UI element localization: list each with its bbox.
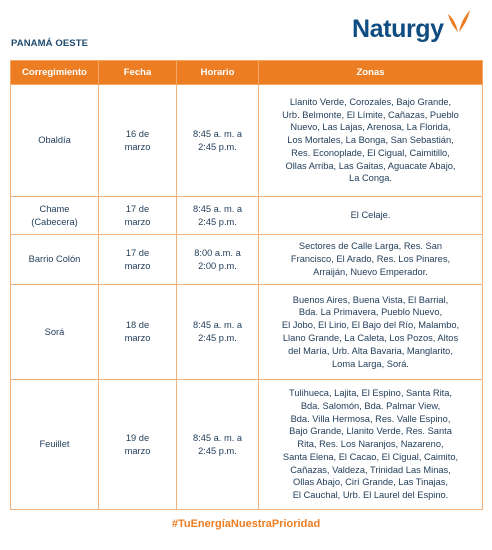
column-header: Horario (177, 61, 259, 85)
cell-line: 8:45 a. m. a (192, 432, 243, 443)
cell-line: 8:45 a. m. a (192, 320, 243, 331)
fecha-cell (99, 235, 177, 285)
cell-line: 2:45 p.m. (198, 445, 237, 456)
cell-line: marzo (124, 260, 151, 271)
horario-cell (177, 380, 259, 510)
corregimiento-cell (11, 197, 99, 235)
cell-line: 8:00 a.m. a (194, 247, 241, 258)
column-header: Corregimiento (11, 61, 99, 85)
column-header: Fecha (99, 61, 177, 85)
cell-line: marzo (124, 216, 151, 227)
cell-line: Rita, Res. Los Naranjos, Nazareno, (297, 439, 444, 450)
cell-line: El Jobo, El Lirio, El Bajo del Río, Malambo, (281, 320, 460, 331)
butterfly-logo-icon (445, 9, 473, 35)
cell-line: Cañazas, Valdeza, Trinidad Las Minas, (290, 464, 451, 475)
fecha-cell (99, 380, 177, 510)
zonas-cell (259, 197, 483, 235)
cell-line: Llano Grande, La Caleta, Los Pozos, Altos (282, 333, 459, 343)
cell-line: 2:45 p.m. (198, 141, 237, 152)
table-row (11, 235, 483, 285)
corregimiento-cell (11, 85, 99, 197)
table-row (11, 85, 483, 197)
fecha-cell (99, 85, 177, 197)
cell-line: 17 de (125, 203, 150, 214)
cell-line: Bda. Villa Hermosa, Res. Valle Espino, (290, 413, 451, 424)
region-title: PANAMÁ OESTE (11, 38, 89, 49)
cell-line: Sectores de Calle Larga, Res. San (298, 241, 443, 252)
cell-line: Ollas Arriba, Las Gaitas, Aguacate Abajo, (285, 160, 456, 171)
fecha-cell (99, 285, 177, 380)
cell-line: Tulihueca, Lajita, El Espino, Santa Rita, (289, 387, 452, 398)
cell-line: 8:45 a. m. a (192, 203, 243, 214)
cell-line: Santa Elena, El Cacao, El Cigual, Caimito, (282, 451, 459, 462)
corregimiento-cell (11, 235, 99, 285)
cell-line: 18 de (125, 320, 150, 331)
cell-line: 17 de (125, 247, 150, 258)
cell-line: 2:45 p.m. (198, 333, 237, 343)
cell-line: Barrio Colón (28, 254, 81, 265)
naturgy-logo (352, 12, 473, 46)
cell-line: 2:00 p.m. (198, 260, 237, 271)
cell-line: Obaldía (38, 135, 71, 146)
corregimiento-cell (11, 285, 99, 380)
schedule-table (10, 60, 483, 510)
fecha-cell (99, 197, 177, 235)
cell-line: marzo (124, 445, 151, 456)
zonas-cell (259, 235, 483, 285)
zonas-cell (259, 285, 483, 380)
cell-line: Los Mortales, La Bonga, San Sebastián, (287, 135, 454, 146)
cell-line: Llanito Verde, Corozales, Bajo Grande, (289, 96, 452, 107)
horario-cell (177, 85, 259, 197)
cell-line: 16 de (125, 128, 150, 139)
table-row (11, 285, 483, 380)
cell-line: Bda. La Primavera, Pueblo Nuevo, (298, 307, 443, 318)
cell-line: Res. Econoplade, El Cigual, Caimitillo, (291, 147, 450, 158)
column-header: Zonas (259, 61, 483, 85)
cell-line: 8:45 a. m. a (192, 128, 243, 139)
brand-name: Naturgy (352, 15, 444, 43)
cell-line: (Cabecera) (31, 216, 78, 227)
cell-line: Nuevo, Las Lajas, Arenosa, La Florida, (290, 122, 451, 133)
cell-line: El Celaje. (350, 210, 391, 221)
cell-line: Francisco, El Arado, Res. Los Pinares, (290, 254, 451, 265)
horario-cell (177, 197, 259, 235)
horario-cell (177, 285, 259, 380)
table-row (11, 380, 483, 510)
cell-line: del María, Urb. Alta Bavaria, Manglarito, (288, 345, 453, 356)
horario-cell (177, 235, 259, 285)
cell-line: 2:45 p.m. (198, 216, 237, 227)
corregimiento-cell (11, 380, 99, 510)
cell-line: 19 de (125, 432, 150, 443)
cell-line: Arraiján, Nuevo Emperador. (313, 266, 428, 277)
cell-line: Buenos Aires, Buena Vista, El Barrial, (292, 294, 449, 305)
cell-line: Loma Larga, Sorá. (331, 358, 409, 369)
cell-line: Chame (39, 203, 70, 214)
table-header-row (11, 61, 483, 85)
cell-line: Bajo Grande, Llanito Verde, Res. Santa (289, 426, 452, 437)
zonas-cell (259, 85, 483, 197)
cell-line: La Conga. (349, 173, 392, 184)
cell-line: marzo (124, 333, 151, 343)
cell-line: Bda. Salomón, Bda. Palmar View, (300, 400, 441, 411)
cell-line: El Cauchal, Urb. El Laurel del Espino. (292, 490, 449, 501)
table-row (11, 197, 483, 235)
zonas-cell (259, 380, 483, 510)
cell-line: Feuillet (39, 439, 70, 450)
cell-line: Ollas Abajo, Cirí Grande, Las Tinajas, (292, 477, 449, 488)
cell-line: Urb. Belmonte, El Límite, Cañazas, Pueblo (282, 109, 459, 120)
cell-line: marzo (124, 141, 151, 152)
cell-line: Sorá (44, 326, 65, 337)
hashtag: #TuEnergíaNuestraPrioridad (171, 518, 321, 530)
